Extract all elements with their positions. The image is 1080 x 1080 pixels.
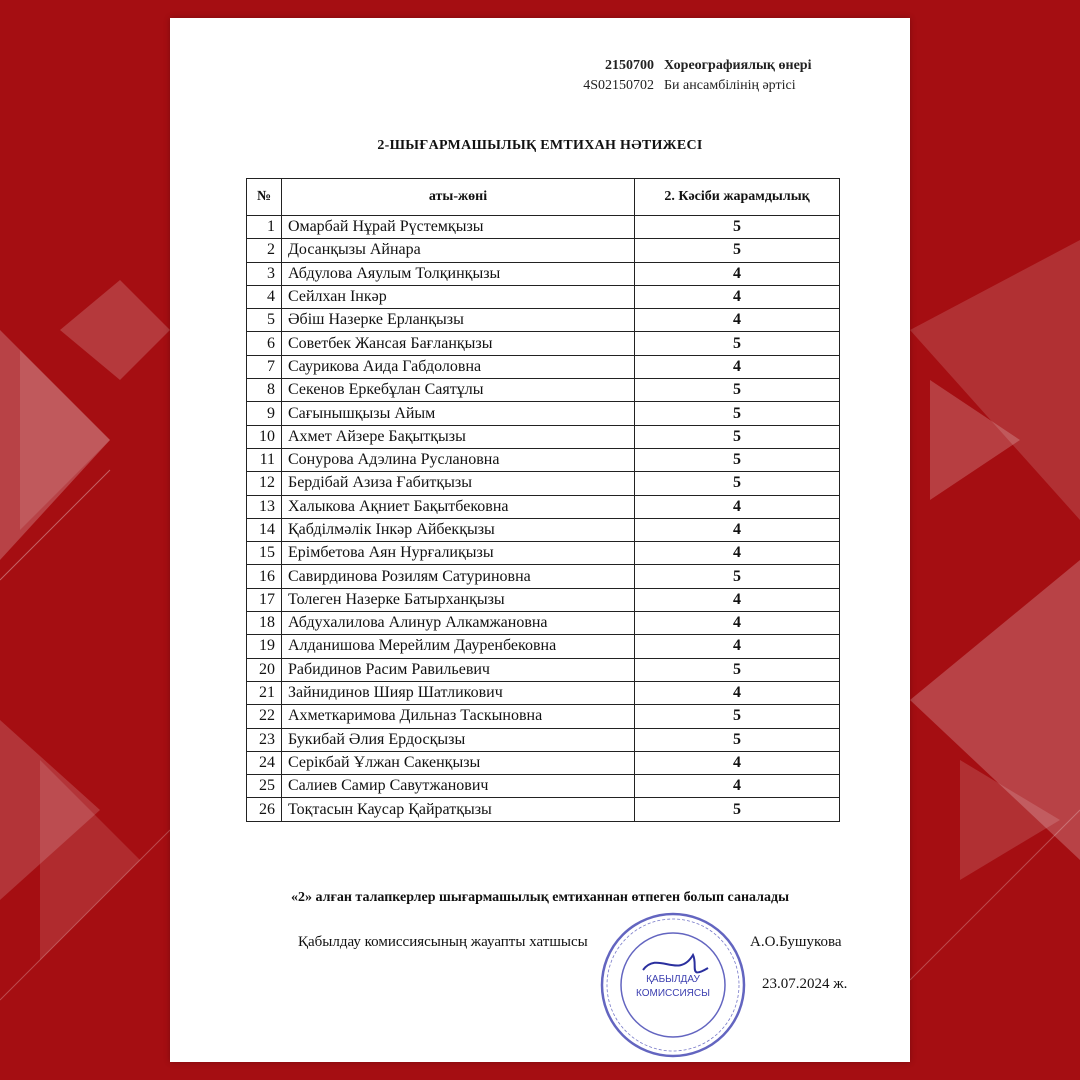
table-row [247,285,840,308]
row-number: 10 [247,425,282,448]
applicant-name: Абдулова Аяулым Толқинқызы [282,262,635,285]
applicant-grade: 5 [635,425,840,448]
applicant-name: Алданишова Мерейлим Дауренбековна [282,635,635,658]
applicant-name: Ерімбетова Аян Нурғалиқызы [282,542,635,565]
applicant-grade: 4 [635,518,840,541]
applicant-name: Серікбай Ұлжан Сакенқызы [282,751,635,774]
row-number: 6 [247,332,282,355]
row-number: 12 [247,472,282,495]
applicant-grade: 4 [635,635,840,658]
row-number: 17 [247,588,282,611]
document-page [170,18,910,1062]
specialty-code: 2150700 [605,58,654,73]
table-row [247,705,840,728]
table-row [247,565,840,588]
row-number: 23 [247,728,282,751]
results-note: «2» алған талапкерлер шығармашылық емтиханнан өтпеген болып саналады [291,890,789,905]
official-stamp [598,910,748,1060]
applicant-name: Сағынышқызы Айым [282,402,635,425]
applicant-name: Рабидинов Расим Равильевич [282,658,635,681]
applicant-name: Омарбай Нұрай Рүстемқызы [282,216,635,239]
row-number: 14 [247,518,282,541]
table-row [247,495,840,518]
applicant-name: Салиев Самир Савутжанович [282,775,635,798]
row-number: 24 [247,751,282,774]
table-row [247,239,840,262]
row-number: 13 [247,495,282,518]
row-number: 11 [247,448,282,471]
row-number: 19 [247,635,282,658]
table-row [247,612,840,635]
applicant-name: Саурикова Аида Габдоловна [282,355,635,378]
signatory-role: Қабылдау комиссиясының жауапты хатшысы [298,934,588,950]
applicant-grade: 5 [635,448,840,471]
table-row [247,798,840,821]
applicant-name: Зайнидинов Шияр Шатликович [282,681,635,704]
applicant-name: Халыкова Ақниет Бақытбековна [282,495,635,518]
applicant-grade: 5 [635,379,840,402]
stamp-text-2: КОМИССИЯСЫ [636,988,710,999]
table-row [247,425,840,448]
applicant-grade: 4 [635,285,840,308]
row-number: 26 [247,798,282,821]
applicant-name: Ахметкаримова Дильназ Таскыновна [282,705,635,728]
applicant-name: Әбіш Назерке Ерланқызы [282,309,635,332]
table-row [247,635,840,658]
row-number: 5 [247,309,282,332]
table-row [247,379,840,402]
row-number: 9 [247,402,282,425]
applicant-name: Савирдинова Розилям Сатуриновна [282,565,635,588]
results-table [246,178,840,822]
applicant-name: Тоқтасын Каусар Қайратқызы [282,798,635,821]
applicant-grade: 4 [635,775,840,798]
applicant-grade: 4 [635,612,840,635]
row-number: 3 [247,262,282,285]
applicant-grade: 5 [635,239,840,262]
applicant-name: Сонурова Адэлина Руслановна [282,448,635,471]
table-row [247,728,840,751]
applicant-grade: 5 [635,705,840,728]
applicant-name: Досанқызы Айнара [282,239,635,262]
row-number: 4 [247,285,282,308]
table-row [247,681,840,704]
table-row [247,542,840,565]
table-row [247,751,840,774]
row-number: 22 [247,705,282,728]
applicant-name: Советбек Жансая Бағланқызы [282,332,635,355]
stamp-text-1: ҚАБЫЛДАУ [646,974,700,985]
row-number: 21 [247,681,282,704]
qualification-name: Би ансамбілінің әртісі [664,78,796,93]
table-row [247,518,840,541]
row-number: 20 [247,658,282,681]
row-number: 8 [247,379,282,402]
applicant-grade: 5 [635,565,840,588]
applicant-name: Абдухалилова Алинур Алкамжановна [282,612,635,635]
applicant-grade: 4 [635,588,840,611]
applicant-grade: 5 [635,402,840,425]
table-row [247,355,840,378]
specialty-header [570,56,811,96]
row-number: 25 [247,775,282,798]
applicant-name: Букибай Әлия Ердосқызы [282,728,635,751]
table-row [247,309,840,332]
applicant-name: Толеген Назерке Батырханқызы [282,588,635,611]
row-number: 1 [247,216,282,239]
specialty-name: Хореографиялық өнері [664,58,812,73]
applicant-grade: 4 [635,751,840,774]
column-header-number: № [247,179,282,216]
document-date: 23.07.2024 ж. [762,976,848,992]
column-header-name: аты-жөні [282,179,635,216]
row-number: 15 [247,542,282,565]
applicant-grade: 5 [635,332,840,355]
qualification-code: 4S02150702 [583,78,654,93]
applicant-grade: 4 [635,355,840,378]
row-number: 18 [247,612,282,635]
table-row [247,658,840,681]
signatory-name: А.О.Бушукова [750,934,842,950]
table-row [247,332,840,355]
table-row [247,402,840,425]
document-title: 2-ШЫҒАРМАШЫЛЫҚ ЕМТИХАН НӘТИЖЕСІ [377,138,703,153]
row-number: 2 [247,239,282,262]
applicant-name: Қабділмәлік Інкәр Айбекқызы [282,518,635,541]
applicant-name: Сейлхан Інкәр [282,285,635,308]
applicant-grade: 4 [635,681,840,704]
applicant-grade: 5 [635,472,840,495]
signature-scribble [643,955,708,972]
table-row [247,588,840,611]
table-row [247,448,840,471]
applicant-name: Бердібай Азиза Ғабитқызы [282,472,635,495]
column-header-grade: 2. Кәсіби жарамдылық [635,179,840,216]
applicant-grade: 5 [635,658,840,681]
applicant-grade: 4 [635,495,840,518]
row-number: 16 [247,565,282,588]
table-header-row [247,179,840,216]
applicant-name: Ахмет Айзере Бақытқызы [282,425,635,448]
table-row [247,262,840,285]
applicant-grade: 4 [635,262,840,285]
applicant-name: Секенов Еркебұлан Саятұлы [282,379,635,402]
table-row [247,775,840,798]
row-number: 7 [247,355,282,378]
table-row [247,472,840,495]
applicant-grade: 5 [635,728,840,751]
table-row [247,216,840,239]
applicant-grade: 4 [635,542,840,565]
applicant-grade: 4 [635,309,840,332]
applicant-grade: 5 [635,216,840,239]
applicant-grade: 5 [635,798,840,821]
